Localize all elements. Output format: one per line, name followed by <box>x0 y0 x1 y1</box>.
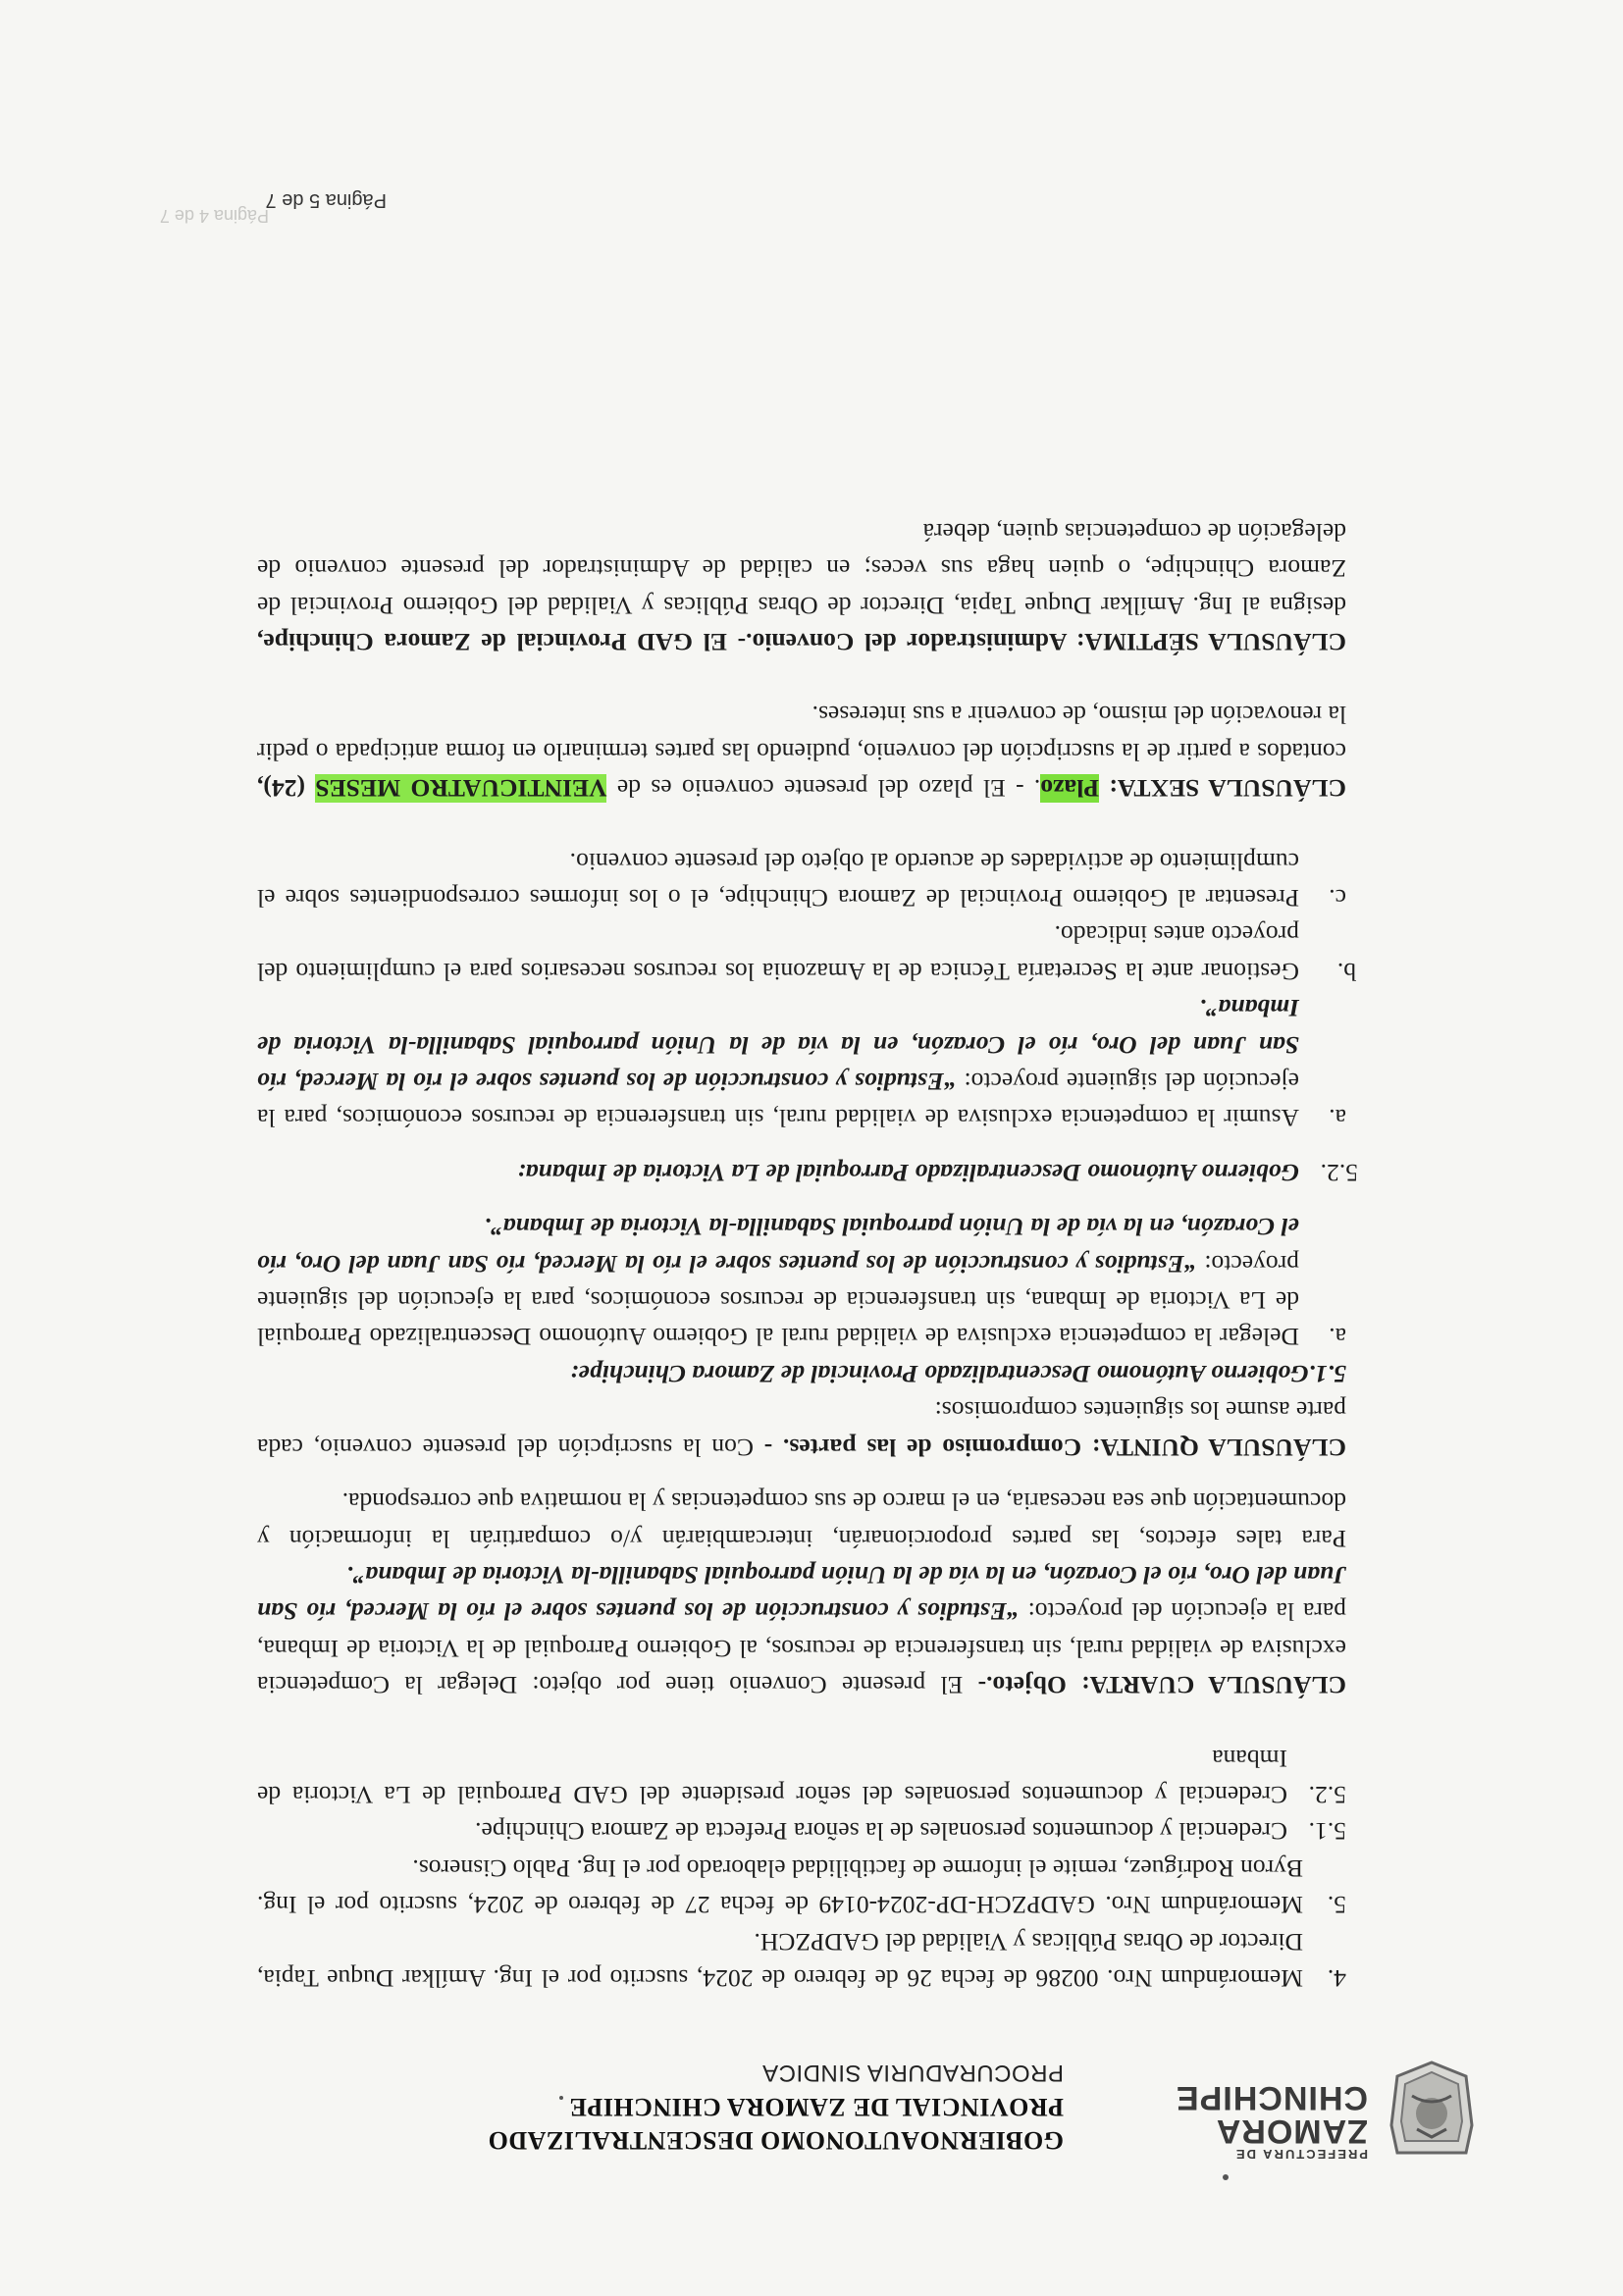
clausula-sexta <box>257 697 1346 807</box>
clausula-cuarta-project: “Estudios y construcción de los puentes sobre el río la Merced, río San Juan del Oro, río el Corazón, en la vía de la Unión parroquial Sabanilla-la Victoria de Imbana”. <box>257 1560 1346 1627</box>
section-5-2-b-text: Gestionar ante la Secretaría Técnica de la Amazonia los recursos necesarios para el cumplimiento del proyecto antes indicado. <box>257 920 1299 986</box>
section-5-2-a <box>257 990 1346 1137</box>
list-item <box>257 1740 1346 1813</box>
clausula-septima-text: designa al Ing. Amílkar Duque Tapia, Director de Obras Públicas y Vialidad del Gobierno Provincial de Zamora Chinchipe, o quien haga sus veces; en calidad de Administrador del presente convenio de delegación de competencias quien, deberá <box>257 517 1346 620</box>
clausula-cuarta-heading: CLÁUSULA CUARTA: Objeto.- <box>977 1671 1346 1700</box>
clausula-septima-heading-2: El GAD Provincial de Zamora Chinchipe, <box>257 628 727 656</box>
item-letter: a. <box>1329 1104 1346 1133</box>
item-text: Memorándum Nro. GADPZCH-DP-2024-0149 de fecha 27 de febrero de 2024, suscrito por el Ing. Byron Rodríguez, remite el informe de factibilidad elaborado por el Ing. Pablo Cisneros. <box>257 1853 1303 1920</box>
logo-wordmark <box>1152 2081 1368 2161</box>
org-title-line-1: GOBIERNOAUTONOMO DESCENTRALIZADO <box>488 2126 1064 2155</box>
document-header <box>131 2031 1486 2168</box>
scan-speck <box>559 2096 563 2100</box>
item-letter: c. <box>1329 884 1346 913</box>
org-title-line-2: PROVINCIAL DE ZAMORA CHINCHIPE <box>569 2092 1064 2121</box>
clausula-quinta-text: Con la suscripción del presente convenio, cada parte asume los siguientes compromisos: <box>257 1396 1346 1462</box>
item-text: Credencial y documentos personales del señor presidente del GAD Parroquial de La Victoria de Imbana <box>257 1744 1287 1809</box>
department-name: PROCURADURIA SINDICA <box>761 2060 1064 2086</box>
clausula-cuarta <box>257 1557 1346 1704</box>
document-body <box>256 513 1358 1997</box>
highlighted-term: VEINTICUATRO MESES <box>315 774 607 804</box>
clausula-sexta-term-number: (24), <box>257 774 306 804</box>
clausula-septima <box>257 513 1346 660</box>
clausula-cuarta-text: El presente Convenio tiene por objeto: Delegar la Competencia exclusiva de vialidad rural, sin transferencia de recursos, al Gobierno Parroquial de la Victoria de Imbana, para la ejecución del proyecto: <box>256 1597 1346 1700</box>
item-number: 5. <box>1327 1891 1346 1920</box>
item-number: 5.2. <box>1308 1780 1346 1809</box>
item-letter: b. <box>1336 957 1356 986</box>
clausula-quinta <box>257 1392 1346 1466</box>
item-text: Memorándum Nro. 00286 de fecha 26 de febrero de 2024, suscrito por el Ing. Amílkar Duque Tapia, Director de Obras Públicas y Vialidad del GADPZCH. <box>257 1927 1303 1993</box>
section-5-2-b <box>257 916 1356 990</box>
item-text: Credencial y documentos personales de la señora Prefecta de Zamora Chinchipe. <box>475 1817 1287 1847</box>
item-number: 4. <box>1327 1964 1346 1993</box>
logo-line-2: ZAMORA <box>1215 2113 1368 2150</box>
item-number: 5.1. <box>1308 1817 1346 1847</box>
page-number: Página 5 de 7 <box>265 189 387 211</box>
logo-line-1: PREFECTURA DE <box>1233 2147 1368 2162</box>
section-5-2-title <box>257 1154 1358 1190</box>
section-5-2-a-text: Asumir la competencia exclusiva de vialidad rural, sin transferencia de recursos económicos, para la ejecución del siguiente proyecto: <box>257 1068 1299 1133</box>
section-5-1-a-text: Delegar la competencia exclusiva de vialidad rural al Gobierno Autónomo Descentralizado Parroquial de La Victoria de Imbana, sin transferencia de recursos económicos, para la ejecución del siguiente proyecto: <box>257 1249 1299 1352</box>
list-item <box>257 1813 1346 1850</box>
clausula-cuarta-paragraph-2: Para tales efectos, las partes proporcionarán, intercambiarán y/o compartirán la información y documentación que sea necesaria, en el marco de sus competencias y la normativa que corresponda. <box>257 1487 1346 1553</box>
clausula-septima-heading: CLÁUSULA SÉPTIMA: Administrador del Convenio.- <box>737 628 1346 656</box>
section-5-1-title: 5.1.Gobierno Autónomo Descentralizado Provincial de Zamora Chinchipe: <box>569 1359 1346 1388</box>
scan-speck <box>1223 2174 1229 2180</box>
clausula-sexta-text-1: . - El plazo del presente convenio es de <box>616 774 1041 804</box>
section-5-2-a-project: “Estudios y construcción de los puentes sobre el río la Merced, río San Juan del Oro, río el Corazón, en la vía de la Unión parroquial Sabanilla-la Victoria de Imbana”. <box>257 994 1299 1097</box>
bleed-through-page-number: Página 4 de 7 <box>159 206 269 226</box>
logo-line-3: CHINCHIPE <box>1175 2079 1368 2116</box>
organization-title <box>488 2089 1064 2157</box>
section-5-1-a <box>257 1209 1346 1356</box>
highlighted-plazo: Plazo <box>1040 774 1099 804</box>
prefecture-logo-icon <box>1378 2057 1486 2165</box>
section-number: 5.2. <box>1320 1158 1358 1187</box>
item-letter: a. <box>1329 1323 1346 1352</box>
list-item <box>257 1923 1346 1997</box>
section-5-2-c <box>257 843 1346 916</box>
clausula-quinta-heading: CLÁUSULA QUINTA: Compromiso de las partes. - <box>763 1433 1346 1462</box>
section-5-2-title-text: Gobierno Autónomo Descentralizado Parroquial de La Victoria de Imbana: <box>517 1158 1299 1187</box>
list-item <box>257 1850 1346 1923</box>
section-5-1-a-project: “Estudios y construcción de los puentes sobre el río la Merced, río San Juan del Oro, río el Corazón, en la vía de la Unión parroquial Sabanilla-la Victoria de Imbana”. <box>257 1213 1299 1278</box>
clausula-sexta-text-2: contados a partir de la suscripción del convenio, pudiendo las partes terminarlo en forma anticipada o pedir la renovación del mismo, de convenir a sus intereses. <box>257 701 1346 766</box>
clausula-sexta-heading: CLÁUSULA SEXTA: <box>1109 774 1346 804</box>
section-5-2-c-text: Presentar al Gobierno Provincial de Zamora Chinchipe, el o los informes correspondientes sobre el cumplimiento de actividades de acuerdo al objeto del presente convenio. <box>257 847 1299 913</box>
